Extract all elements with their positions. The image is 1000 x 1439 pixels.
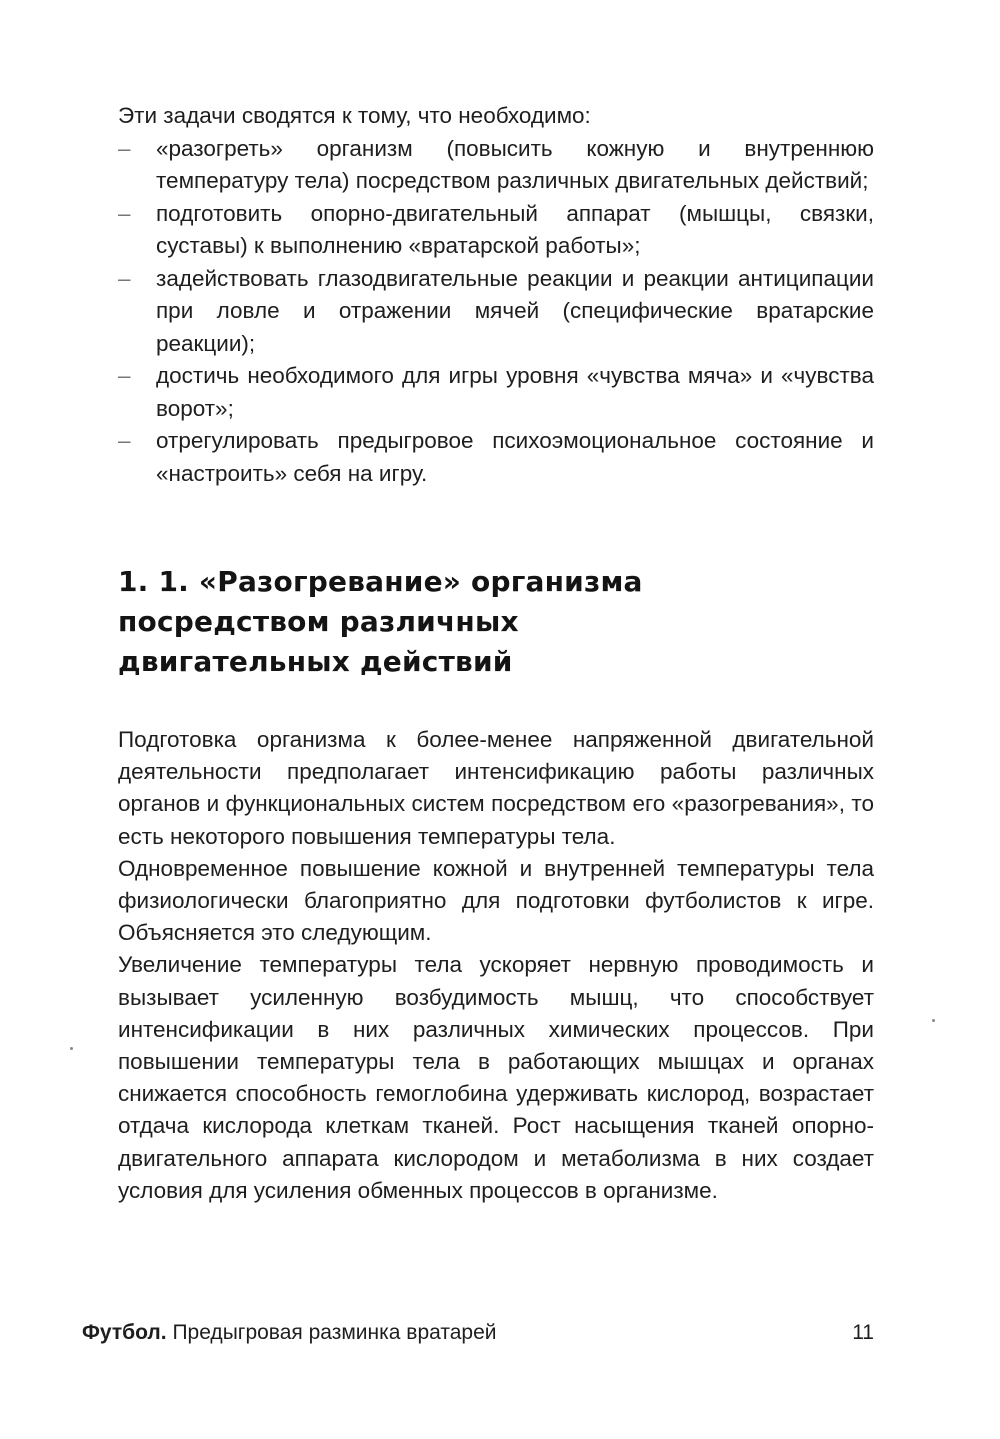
- task-list: [118, 133, 874, 491]
- book-title-bold: Футбол.: [82, 1321, 167, 1344]
- book-subtitle: Предыгровая разминка вратарей: [166, 1321, 497, 1344]
- intro-sentence: Эти задачи сводятся к тому, что необходимо:: [118, 103, 591, 128]
- body-text: [118, 724, 874, 1207]
- paragraph: [118, 853, 874, 950]
- list-item: [118, 198, 874, 263]
- list-dash: –: [118, 200, 131, 226]
- list-item: [118, 133, 874, 198]
- list-item: [118, 425, 874, 490]
- list-dash: –: [118, 135, 131, 161]
- page-content: [118, 100, 874, 1207]
- paragraph-text: Одновременное повышение кожной и внутренней температуры тела физиологически благоприятно для подготовки футболистов к игре. Объясняется это следующим.: [118, 855, 874, 946]
- list-item-text: «разогреть» организм (повысить кожную и внутреннюю температуру тела) посредством различных двигательных действий;: [156, 135, 874, 193]
- list-item-text: задействовать глазодвигательные реакции и реакции антиципации при ловле и отражении мячей (специфические вратарские реакции);: [156, 265, 874, 356]
- scan-speck: [70, 1047, 73, 1050]
- section-heading: 1. 1. «Разогревание» организма посредством различных двигательных действий: [118, 565, 643, 678]
- list-item: [118, 263, 874, 361]
- list-dash: –: [118, 428, 131, 453]
- list-dash: –: [118, 265, 131, 291]
- page-number: 11: [852, 1321, 874, 1344]
- paragraph-text: Подготовка организма к более-менее напряженной двигательной деятельности предполагает интенсификацию работы различных органов и функциональных систем посредством его «разогревания», то есть некоторого повышения температуры тела.: [118, 727, 874, 849]
- running-footer-title: [82, 1318, 497, 1348]
- list-item-text: отрегулировать предыгровое психоэмоциональное состояние и «настроить» себя на игру.: [156, 428, 874, 486]
- paragraph-text: Увеличение температуры тела ускоряет нервную проводимость и вызывает усиленную возбудимость мышц, что способствует интенсификации в них различных химических процессов. При повышении температуры тела в работающих мышцах и органах снижается способность гемоглобина удерживать кислород, возрастает отдача кислорода клеткам тканей. Рост насыщения тканей опорно-двигательного аппарата кислородом и метаболизма в них создает условия для усиления обменных процессов в организме.: [118, 952, 874, 1203]
- list-item-text: подготовить опорно-двигательный аппарат (мышцы, связки, суставы) к выполнению «вратарской работы»;: [156, 200, 874, 258]
- paragraph: [118, 724, 874, 853]
- list-item: [118, 360, 874, 425]
- list-item-text: достичь необходимого для игры уровня «чувства мяча» и «чувства ворот»;: [156, 363, 874, 421]
- page-footer: [82, 1318, 874, 1348]
- paragraph: [118, 949, 874, 1207]
- scan-speck: [932, 1019, 935, 1022]
- list-dash: –: [118, 363, 131, 388]
